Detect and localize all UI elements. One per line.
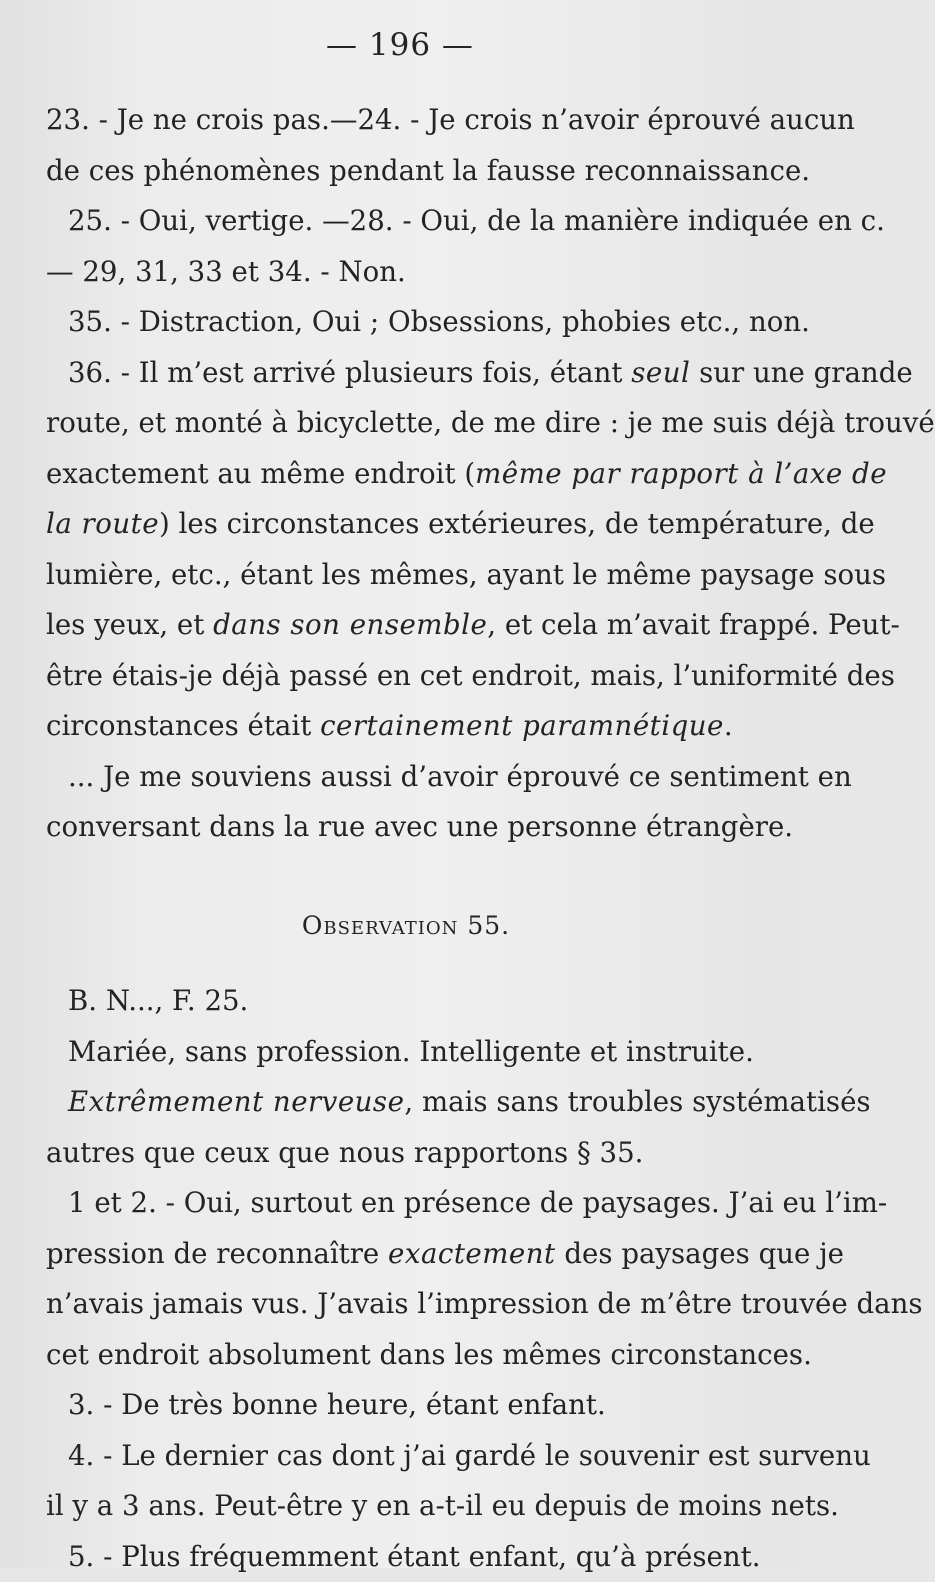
- page-text: [46, 95, 766, 1582]
- text-segment: les yeux, et: [46, 608, 213, 641]
- italic-text: la route: [46, 507, 159, 540]
- answer-3-line: [46, 1380, 766, 1431]
- souvenir-line-2: [46, 802, 766, 853]
- text-segment: sur une grande: [690, 356, 912, 389]
- text-segment: Mariée, sans profession. Intelligente et instruite.: [68, 1035, 754, 1068]
- text-segment: il y a 3 ans. Peut-être y en a-t-il eu depuis de moins nets.: [46, 1489, 839, 1522]
- text-segment: autres que ceux que nous rapportons § 35.: [46, 1136, 643, 1169]
- answer-4-line-2: [46, 1481, 766, 1532]
- text-segment: 25. - Oui, vertige. —28. - Oui, de la manière indiquée en c.: [68, 204, 885, 237]
- answer-1-2-line-1: [46, 1178, 766, 1229]
- italic-text: certainement paramnétique: [320, 709, 724, 742]
- text-segment: 35. - Distraction, Oui ; Obsessions, phobies etc., non.: [68, 305, 810, 338]
- observation-heading: Observation 55.: [46, 901, 766, 952]
- text-segment: pression de reconnaître: [46, 1237, 388, 1270]
- answer-29-34-line: [46, 247, 766, 298]
- italic-text: seul: [631, 356, 690, 389]
- status-line: [46, 1027, 766, 1078]
- answer-36-line-5: [46, 550, 766, 601]
- subject-line: [46, 976, 766, 1027]
- text-segment: — 29, 31, 33 et 34. - Non.: [46, 255, 406, 288]
- text-segment: circonstances était: [46, 709, 320, 742]
- text-segment: de ces phénomènes pendant la fausse reconnaissance.: [46, 154, 810, 187]
- answer-25-28-line: [46, 196, 766, 247]
- text-segment: exactement au même endroit (: [46, 457, 475, 490]
- text-segment: 3. - De très bonne heure, étant enfant.: [68, 1388, 606, 1421]
- answer-5-line: [46, 1532, 766, 1582]
- answer-35-line: [46, 297, 766, 348]
- text-segment: B. N..., F. 25.: [68, 984, 248, 1017]
- text-segment: n’avais jamais vus. J’avais l’impression de m’être trouvée dans: [46, 1287, 923, 1320]
- answer-36-line-7: [46, 651, 766, 702]
- answer-36-line-4: [46, 499, 766, 550]
- text-segment: ... Je me souviens aussi d’avoir éprouvé ce sentiment en: [68, 760, 852, 793]
- answer-1-2-line-3: [46, 1279, 766, 1330]
- text-segment: , mais sans troubles systématisés: [404, 1085, 870, 1118]
- nervous-line-1: [46, 1077, 766, 1128]
- text-segment: lumière, etc., étant les mêmes, ayant le même paysage sous: [46, 558, 886, 591]
- text-segment: ) les circonstances extérieures, de température, de: [159, 507, 875, 540]
- text-segment: des paysages que je: [556, 1237, 844, 1270]
- italic-text: exactement: [388, 1237, 556, 1270]
- answer-4-line-1: [46, 1431, 766, 1482]
- text-segment: 1 et 2. - Oui, surtout en présence de paysages. J’ai eu l’im-: [68, 1186, 887, 1219]
- text-segment: conversant dans la rue avec une personne étrangère.: [46, 810, 793, 843]
- answer-36-line-6: [46, 600, 766, 651]
- answer-36-line-2: [46, 398, 766, 449]
- text-segment: 23. - Je ne crois pas.—24. - Je crois n’avoir éprouvé aucun: [46, 103, 855, 136]
- italic-text: même par rapport à l’axe de: [475, 457, 887, 490]
- answer-36-line-1: [46, 348, 766, 399]
- answer-1-2-line-2: [46, 1229, 766, 1280]
- nervous-line-2: [46, 1128, 766, 1179]
- text-segment: , et cela m’avait frappé. Peut-: [487, 608, 900, 641]
- answer-36-line-8: [46, 701, 766, 752]
- answer-1-2-line-4: [46, 1330, 766, 1381]
- text-segment: route, et monté à bicyclette, de me dire : je me suis déjà trouvé: [46, 406, 935, 439]
- text-segment: 36. - Il m’est arrivé plusieurs fois, étant: [68, 356, 631, 389]
- text-segment: .: [724, 709, 733, 742]
- italic-text: Extrêmement nerveuse: [68, 1085, 404, 1118]
- italic-text: dans son ensemble: [213, 608, 487, 641]
- answer-36-line-3: [46, 449, 766, 500]
- section-spacer: [46, 951, 766, 976]
- section-spacer: [46, 853, 766, 901]
- text-segment: 4. - Le dernier cas dont j’ai gardé le souvenir est survenu: [68, 1439, 871, 1472]
- text-segment: être étais-je déjà passé en cet endroit, mais, l’uniformité des: [46, 659, 895, 692]
- answer-23-24-line: [46, 95, 766, 146]
- text-segment: 5. - Plus fréquemment étant enfant, qu’à présent.: [68, 1540, 761, 1573]
- page-number: — 196 —: [0, 30, 800, 61]
- text-segment: cet endroit absolument dans les mêmes circonstances.: [46, 1338, 812, 1371]
- answer-23-24-continuation: [46, 146, 766, 197]
- souvenir-line-1: [46, 752, 766, 803]
